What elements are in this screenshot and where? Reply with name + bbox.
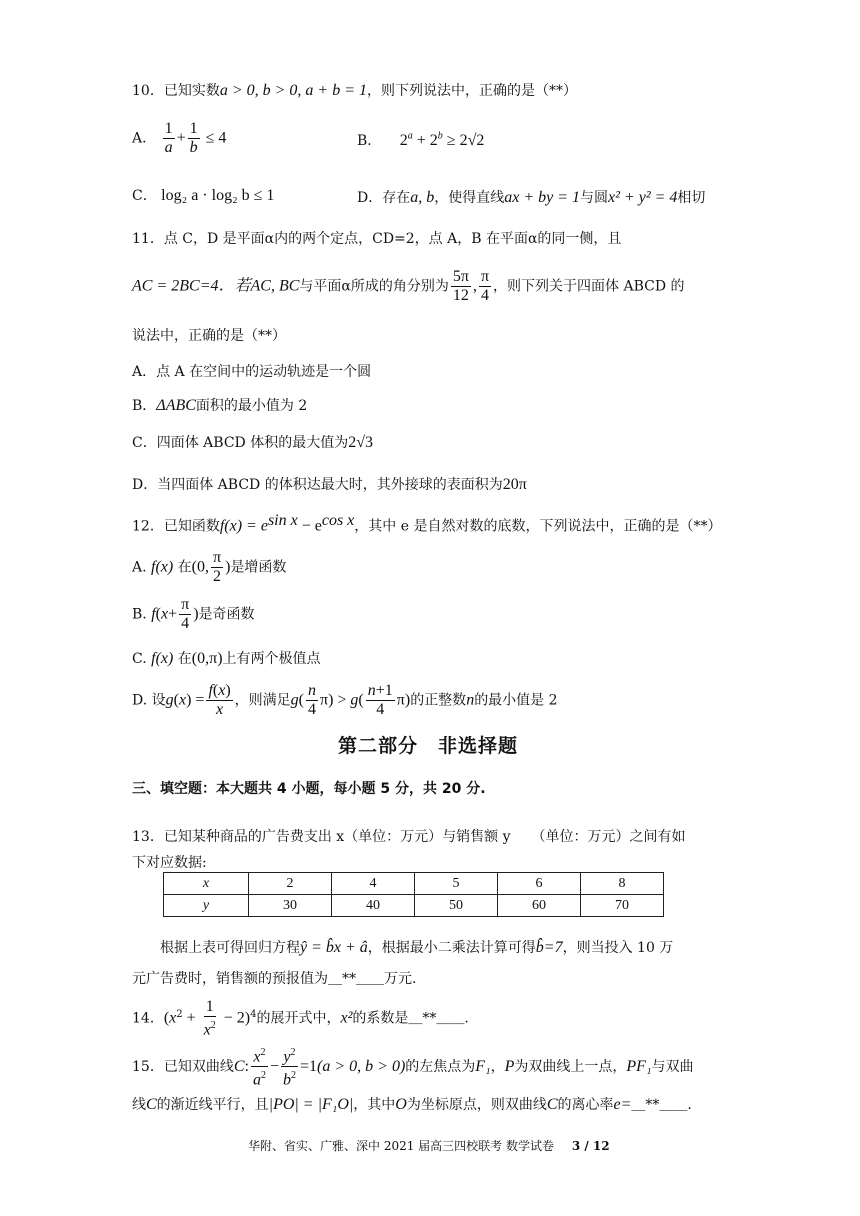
- table-cell: 70: [581, 895, 664, 917]
- q11-option-c-pre: C．四面体 ABCD 体积的最大值为: [132, 435, 349, 451]
- q12-stem: 12．已知函数$f(x) = e^{sin x} - e^{cos x}$，其中 e 是自然对数的底数，下列说法中，正确的是（**）: [132, 512, 722, 535]
- q14: 14．($x^2$ + $\frac{1}{x^2}$ − 2)$^4$的展开式中，x²的系数是＿**＿＿.: [132, 998, 469, 1039]
- q12-option-d-n: n: [466, 691, 475, 709]
- q10-option-d-label: D．: [357, 190, 383, 206]
- q12-option-d-mid: ，则满足: [234, 692, 291, 709]
- q15-line2-c: ，其中: [353, 1097, 396, 1113]
- q14-end: .: [464, 1010, 469, 1027]
- q15-line2-b: 的渐近线平行，且: [156, 1097, 269, 1113]
- q12-option-c-mid: 在: [177, 651, 192, 667]
- q11-option-d-val: 20π: [502, 476, 527, 493]
- q15-end: .: [687, 1097, 692, 1113]
- q15-line1: 15．已知双曲线C: $\frac{x^2}{a^2}$ − $\frac{y^2}{b^2}$ =1(a > 0, b > 0)的左焦点为F₁，P为双曲线上一点，PF₁与双曲: [132, 1044, 694, 1090]
- q15-line2-a: 线: [132, 1097, 146, 1113]
- q10-stem-prefix: 10．已知实数: [132, 83, 220, 99]
- q14-mid: 的展开式中，: [256, 1010, 341, 1027]
- q12-option-d: D. 设g(x) = $\frac{f(x)}{x}$ ，则满足g( $\frac{n}{4}$ π) > g( $\frac{n+1}{4}$ π)的正整数n的最小值是 2: [132, 682, 558, 718]
- q10-stem: [132, 80, 577, 100]
- q12-option-b-pre: B.: [132, 606, 147, 623]
- q11-line2: AC = 2BC=4．若AC, BC与平面α所成的角分别为 $\frac{5\pi}{12}$ , $\frac{\pi}{4}$ ，则下列关于四面体 ABCD 的: [132, 268, 685, 304]
- q12-stem-post: ，其中 e 是自然对数的底数，下列说法中，正确的是（**）: [354, 518, 722, 535]
- table-cell: y: [164, 895, 249, 917]
- q12-option-c-interval: (0,π): [191, 650, 223, 667]
- q15-O: O: [395, 1096, 407, 1113]
- q13-line3-c: ，根据最小二乘法计算可得: [367, 940, 536, 956]
- q12-option-b: B. f(x+ $\frac{\pi}{4}$ )是奇函数: [132, 596, 255, 632]
- q15-C: C: [146, 1096, 157, 1113]
- q11-option-b-post: 面积的最小值为 2: [195, 398, 308, 414]
- q15-line1-mid3: 为双曲线上一点，: [514, 1058, 627, 1075]
- table-cell: 5: [415, 873, 498, 895]
- q14-post: 的系数是: [352, 1010, 409, 1027]
- q15-P: P: [504, 1057, 515, 1075]
- q13-answer-blank: ＿**＿＿: [328, 971, 384, 987]
- q14-x2: x²: [340, 1009, 353, 1027]
- frac-5pi-12: $\frac{5\pi}{12}$: [452, 268, 469, 304]
- q15-PF1: PF₁: [626, 1057, 652, 1075]
- part-two-title: 第二部分 非选择题: [338, 735, 519, 757]
- table-cell: 2: [249, 873, 332, 895]
- q13-line4-a: 元广告费时，销售额的预报值为: [132, 971, 328, 987]
- q11-line2-c: 与平面α所成的角分别为: [299, 278, 449, 295]
- q13-line3: [160, 937, 673, 957]
- q12-option-c-func: f(x): [151, 650, 174, 667]
- q12-option-c: [132, 648, 321, 668]
- q12-option-d-tail: 的最小值是 2: [474, 692, 558, 709]
- frac-pi-4: $\frac{\pi}{4}$: [480, 268, 490, 304]
- q12-option-a-post: 是增函数: [230, 559, 287, 576]
- q13-line4: [132, 968, 416, 988]
- q15-equation: |PO| = |F₁O|: [268, 1096, 354, 1113]
- q11-option-b: [132, 395, 307, 415]
- q11-line1: 11．点 C，D 是平面α内的两个定点，CD=2，点 A，B 在平面α的同一侧，且: [132, 231, 622, 247]
- q12-option-d-pre: D. 设: [132, 692, 166, 709]
- table-cell: 60: [498, 895, 581, 917]
- q15-line2: [132, 1094, 692, 1114]
- q13-line1: 13．已知某种商品的广告费支出 x（单位：万元）与销售额 y （单位：万元）之间有如: [132, 829, 686, 845]
- q10-stem-suffix: ，则下列说法中，正确的是（**）: [367, 83, 578, 99]
- q14-answer-blank: ＿**＿＿: [408, 1010, 465, 1027]
- q11-option-c-val: 2√3: [348, 434, 373, 451]
- frac-n1-4: $\frac{n+1}{4}$: [367, 682, 393, 718]
- q10-option-d-pre: 存在: [382, 190, 411, 206]
- frac-fx-over-x: $\frac{f(x)}{x}$: [208, 682, 231, 718]
- q12-option-c-post: 上有两个极值点: [222, 651, 321, 667]
- page-number: 3 / 12: [571, 1139, 610, 1153]
- frac-y2-b2: $\frac{y^2}{b^2}$: [281, 1044, 298, 1090]
- page-footer: [248, 1137, 610, 1154]
- q10-option-b: B． $2^a + 2^b \ge 2√2$: [357, 130, 485, 149]
- q13-regression-eq: ŷ = b̂x + â: [300, 939, 368, 956]
- q13-b-hat: b̂=7: [535, 939, 563, 956]
- q10-option-c: [132, 185, 274, 205]
- q11-option-d-pre: D．当四面体 ABCD 的体积达最大时，其外接球的表面积为: [132, 477, 503, 493]
- q13-line3-e: ，则当投入 10 万: [562, 940, 674, 956]
- q12-option-a-func: f(x): [151, 558, 174, 576]
- q11-option-b-pre: B．: [132, 398, 157, 414]
- q10-option-d-line: ax + by = 1: [504, 189, 581, 206]
- q12-option-a-pre: A.: [132, 559, 147, 576]
- q13-data-table: [163, 872, 664, 917]
- q10-option-b-label: B．: [357, 133, 382, 149]
- q10-option-d-circle: x² + y² = 4: [608, 189, 678, 206]
- q10-option-d-post: 相切: [677, 190, 706, 206]
- q10-option-c-label: C．: [132, 188, 157, 204]
- q12-option-c-pre: C.: [132, 651, 147, 667]
- table-cell: 30: [249, 895, 332, 917]
- q15-line2-e: 的离心率: [557, 1097, 614, 1113]
- q15-line1-post: 与双曲: [651, 1058, 694, 1075]
- q12-option-a: A. f(x) 在(0, $\frac{\pi}{2}$ )是增函数: [132, 549, 287, 585]
- frac-pi-4-b: $\frac{\pi}{4}$: [181, 596, 190, 632]
- q11-line2-b: AC, BC: [250, 277, 300, 295]
- q11-option-c: [132, 432, 373, 452]
- q10-option-d-mid2: 与圆: [580, 190, 609, 206]
- q13-line4-b: 万元.: [384, 971, 417, 987]
- frac-1-over-b: $\frac{1}{b}$: [189, 120, 198, 156]
- q12-stem-func: f(x) = e: [219, 517, 268, 535]
- q15-e: e=: [613, 1096, 632, 1113]
- q13-line2: 下对应数据:: [132, 855, 207, 871]
- q12-stem-pre: 12．已知函数: [132, 518, 220, 535]
- frac-1-over-x2: $\frac{1}{x^2}$: [203, 998, 216, 1039]
- table-cell: x: [164, 873, 249, 895]
- q11-option-b-triangle: ΔABC: [156, 397, 196, 414]
- table-cell: 4: [332, 873, 415, 895]
- q11-option-a: A．点 A 在空间中的运动轨迹是一个圆: [132, 364, 372, 380]
- q12-option-d-post: 的正整数: [410, 692, 467, 709]
- q10-option-d-mid: ，使得直线: [434, 190, 505, 206]
- q14-pre: 14．: [132, 1010, 164, 1027]
- frac-n-4: $\frac{n}{4}$: [307, 682, 316, 718]
- q15-condition: (a > 0, b > 0): [317, 1057, 406, 1075]
- q11-line3: 说法中，正确的是（**）: [132, 328, 286, 344]
- table-cell: 40: [332, 895, 415, 917]
- q10-option-b-base: 2: [399, 132, 408, 149]
- q10-option-a: A． $\frac{1}{a}$ + $\frac{1}{b}$ ≤ 4: [132, 120, 227, 156]
- frac-1-over-a: $\frac{1}{a}$: [164, 120, 173, 156]
- table-row: [164, 873, 664, 895]
- table-cell: 8: [581, 873, 664, 895]
- footer-text: 华附、省实、广雅、深中 2021 届高三四校联考 数学试卷: [248, 1139, 554, 1153]
- q10-option-a-label: A．: [132, 130, 157, 147]
- table-row: [164, 895, 664, 917]
- frac-x2-a2: $\frac{x^2}{a^2}$: [251, 1044, 268, 1090]
- table-cell: 6: [498, 873, 581, 895]
- q15-line1-mid: 的左焦点为: [405, 1058, 476, 1075]
- q15-line2-d: 为坐标原点，则双曲线: [406, 1097, 547, 1113]
- q12-option-a-mid: 在: [177, 559, 192, 576]
- q13-line3-a: 根据上表可得回归方程: [160, 940, 300, 956]
- q15-C2: C: [546, 1096, 558, 1113]
- q15-line1-mid2: ，: [490, 1058, 505, 1075]
- q11-line2-a: AC = 2BC=4．若: [132, 277, 251, 295]
- q10-option-d-ab: a, b: [410, 189, 435, 206]
- q11-line2-d: ，则下列关于四面体 ABCD 的: [493, 278, 685, 295]
- q15-F1: F₁: [475, 1057, 491, 1075]
- frac-pi-2: $\frac{\pi}{2}$: [213, 549, 222, 585]
- q11-option-d: [132, 474, 527, 494]
- q10-option-c-expr: log₂ a · log₂ b ≤ 1: [161, 187, 275, 204]
- q15-answer-blank: ＿**＿＿: [631, 1097, 688, 1113]
- table-cell: 50: [415, 895, 498, 917]
- section-three-title: 三、填空题：本大题共 4 小题，每小题 5 分，共 20 分.: [132, 781, 486, 797]
- q10-option-d: [357, 187, 705, 207]
- q10-condition: a > 0, b > 0, a + b = 1: [219, 82, 368, 99]
- q12-option-b-post: 是奇函数: [198, 606, 255, 623]
- q15-line1-pre: 15．已知双曲线: [132, 1058, 234, 1075]
